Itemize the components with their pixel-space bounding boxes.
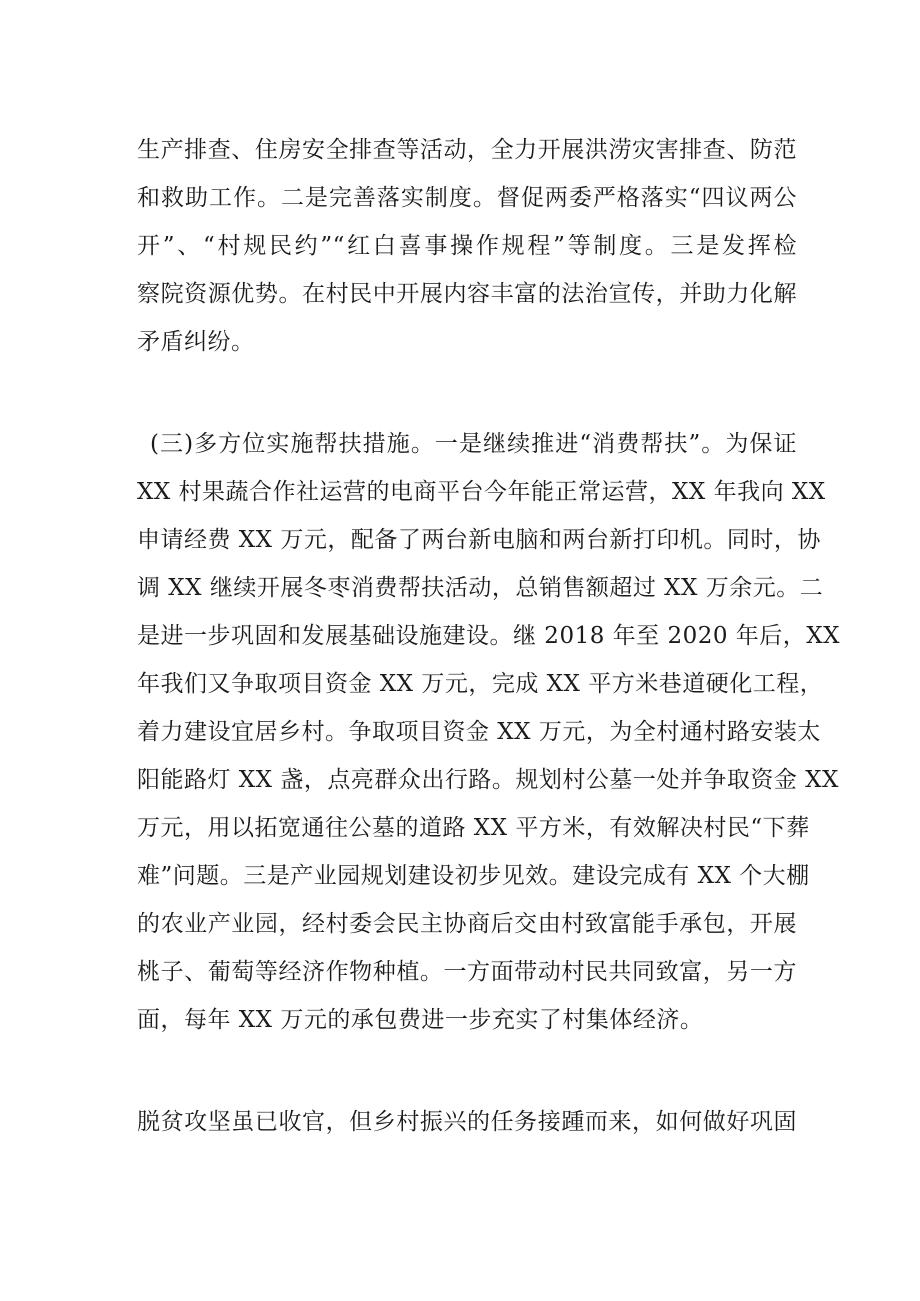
- text-line: 桃子、葡萄等经济作物种植。一方面带动村民共同致富，另一方: [137, 959, 797, 985]
- text-line: 察院资源优势。在村民中开展内容丰富的法治宣传，并助力化解: [137, 281, 797, 307]
- section-heading-line: (三)多方位实施帮扶措施。一是继续推进“消费帮扶”。为保证: [150, 431, 797, 457]
- text-line: 难”问题。三是产业园规划建设初步见效。建设完成有 XX 个大棚: [137, 863, 810, 889]
- text-line: 的农业产业园，经村委会民主协商后交由村致富能手承包，开展: [137, 911, 797, 937]
- text-line: 面，每年 XX 万元的承包费进一步充实了村集体经济。: [137, 1007, 704, 1033]
- text-line: 脱贫攻坚虽已收官，但乡村振兴的任务接踵而来，如何做好巩固: [137, 1109, 797, 1135]
- text-line: 年我们又争取项目资金 XX 万元，完成 XX 平方米巷道硬化工程，: [137, 671, 824, 697]
- text-line: 生产排查、住房安全排查等活动，全力开展洪涝灾害排查、防范: [137, 137, 797, 163]
- text-line: 矛盾纠纷。: [137, 329, 255, 355]
- text-line: 着力建设宜居乡村。争取项目资金 XX 万元，为全村通村路安装太: [137, 719, 821, 745]
- text-line: 和救助工作。二是完善落实制度。督促两委严格落实“四议两公: [137, 185, 797, 211]
- text-line: 阳能路灯 XX 盏，点亮群众出行路。规划村公墓一处并争取资金 XX: [137, 767, 839, 793]
- text-line: 开”、“村规民约”“红白喜事操作规程”等制度。三是发挥检: [137, 233, 797, 259]
- text-line: 申请经费 XX 万元，配备了两台新电脑和两台新打印机。同时，协: [137, 527, 821, 553]
- text-line: 万元，用以拓宽通往公墓的道路 XX 平方米，有效解决村民“下葬: [137, 815, 810, 841]
- text-line: 调 XX 继续开展冬枣消费帮扶活动，总销售额超过 XX 万余元。二: [137, 575, 824, 601]
- text-line: 是进一步巩固和发展基础设施建设。继 2018 年至 2020 年后，XX: [137, 623, 841, 649]
- text-line: XX 村果蔬合作社运营的电商平台今年能正常运营，XX 年我向 XX: [137, 479, 826, 505]
